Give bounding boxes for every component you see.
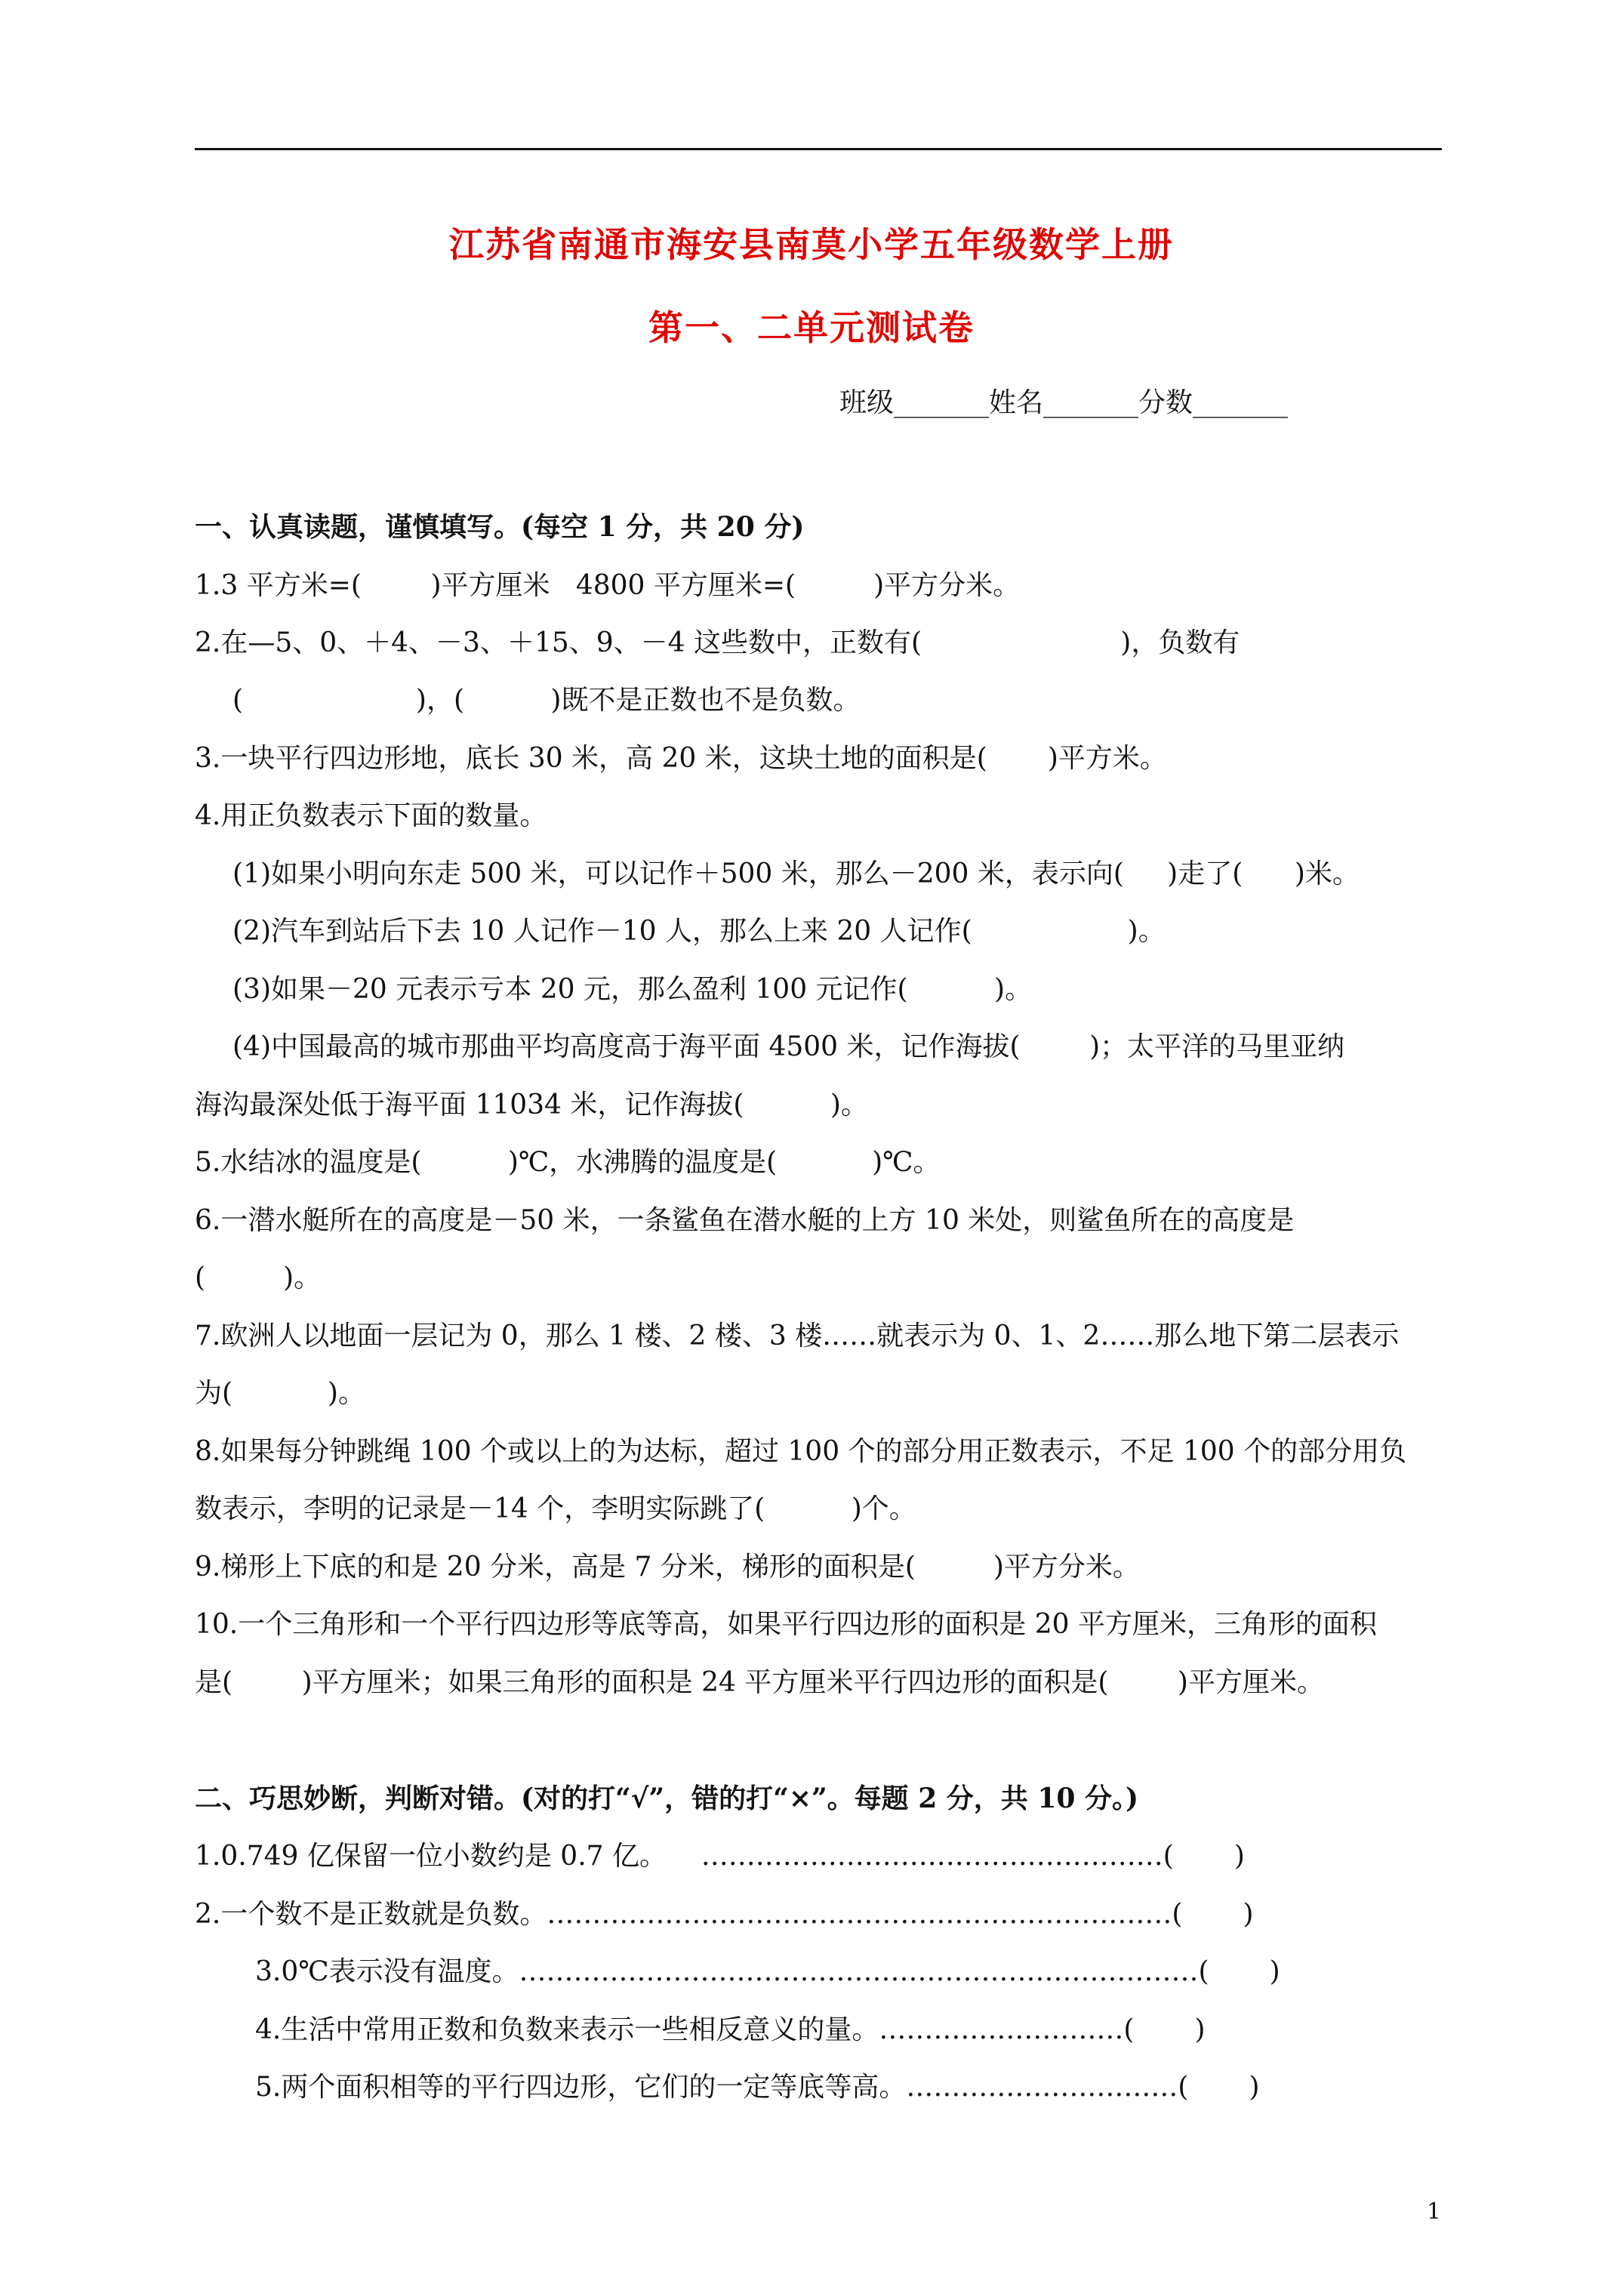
question-line: (1)如果小明向东走 500 米，可以记作＋500 米，那么－200 米，表示向( )走了( )米。 [233,858,1360,889]
header-rule [195,148,1442,150]
question-line: 10.一个三角形和一个平行四边形等底等高，如果平行四边形的面积是 20 平方厘米，三角形的面积 [195,1609,1377,1640]
question-line: (4)中国最高的城市那曲平均高度高于海平面 4500 米，记作海拔( )；太平洋的马里亚纳 [233,1031,1345,1062]
score-field[interactable]: 分数_______ [1138,387,1289,418]
question-line: (2)汽车到站后下去 10 人记作－10 人，那么上来 20 人记作( )。 [233,916,1166,947]
question-line: ( )，( )既不是正数也不是负数。 [233,685,861,716]
question-line: 8.如果每分钟跳绳 100 个或以上的为达标，超过 100 个的部分用正数表示，不足 100 个的部分用负 [195,1436,1407,1467]
judgement-line: 3.0℃表示没有温度。…………………………………………………………………( ) [255,1956,1280,1987]
class-field[interactable]: 班级_______ [839,387,990,418]
page-number: 1 [1427,2199,1442,2225]
judgement-line: 5.两个面积相等的平行四边形，它们的一定等底等高。…………………………( ) [255,2072,1260,2103]
question-line: 1.3 平方米=( )平方厘米 4800 平方厘米=( )平方分米。 [195,570,1021,601]
judgement-line: 2.一个数不是正数就是负数。……………………………………………………………( ) [195,1899,1254,1930]
name-field[interactable]: 姓名_______ [989,387,1139,418]
section-2-heading: 二、巧思妙断，判断对错。(对的打“√”，错的打“×”。每题 2 分，共 10 分。) [195,1783,1138,1814]
judgement-line: 1.0.749 亿保留一位小数约是 0.7 亿。 ……………………………………………( ) [195,1841,1245,1872]
student-info [839,381,1288,420]
question-line: 2.在—5、0、＋4、－3、＋15、9、－4 这些数中，正数有( )，负数有 [195,627,1240,658]
question-line: 数表示，李明的记录是－14 个，李明实际跳了( )个。 [195,1493,916,1524]
question-line: 7.欧洲人以地面一层记为 0，那么 1 楼、2 楼、3 楼……就表示为 0、1、2……那么地下第二层表示 [195,1321,1400,1351]
question-line: 是( )平方厘米；如果三角形的面积是 24 平方厘米平行四边形的面积是( )平方厘米。 [195,1667,1324,1698]
question-line: 4.用正负数表示下面的数量。 [195,800,547,831]
question-line: 海沟最深处低于海平面 11034 米，记作海拔( )。 [195,1089,868,1120]
question-line: 为( )。 [195,1378,365,1409]
question-line: 6.一潜水艇所在的高度是－50 米，一条鲨鱼在潜水艇的上方 10 米处，则鲨鱼所在的高度是 [195,1205,1295,1236]
question-line: 9.梯形上下底的和是 20 分米，高是 7 分米，梯形的面积是( )平方分米。 [195,1552,1140,1583]
question-line: (3)如果－20 元表示亏本 20 元，那么盈利 100 元记作( )。 [233,974,1033,1005]
title-line-1: 江苏省南通市海安县南莫小学五年级数学上册 [449,224,1174,265]
question-line: ( )。 [195,1262,322,1293]
question-line: 5.水结冰的温度是( )℃，水沸腾的温度是( )℃。 [195,1147,941,1178]
question-line: 3.一块平行四边形地，底长 30 米，高 20 米，这块土地的面积是( )平方米。 [195,743,1167,774]
title-line-2: 第一、二单元测试卷 [648,307,975,348]
judgement-line: 4.生活中常用正数和负数来表示一些相反意义的量。………………………( ) [255,2014,1206,2045]
section-1-heading: 一、认真读题，谨慎填写。(每空 1 分，共 20 分) [195,511,805,543]
